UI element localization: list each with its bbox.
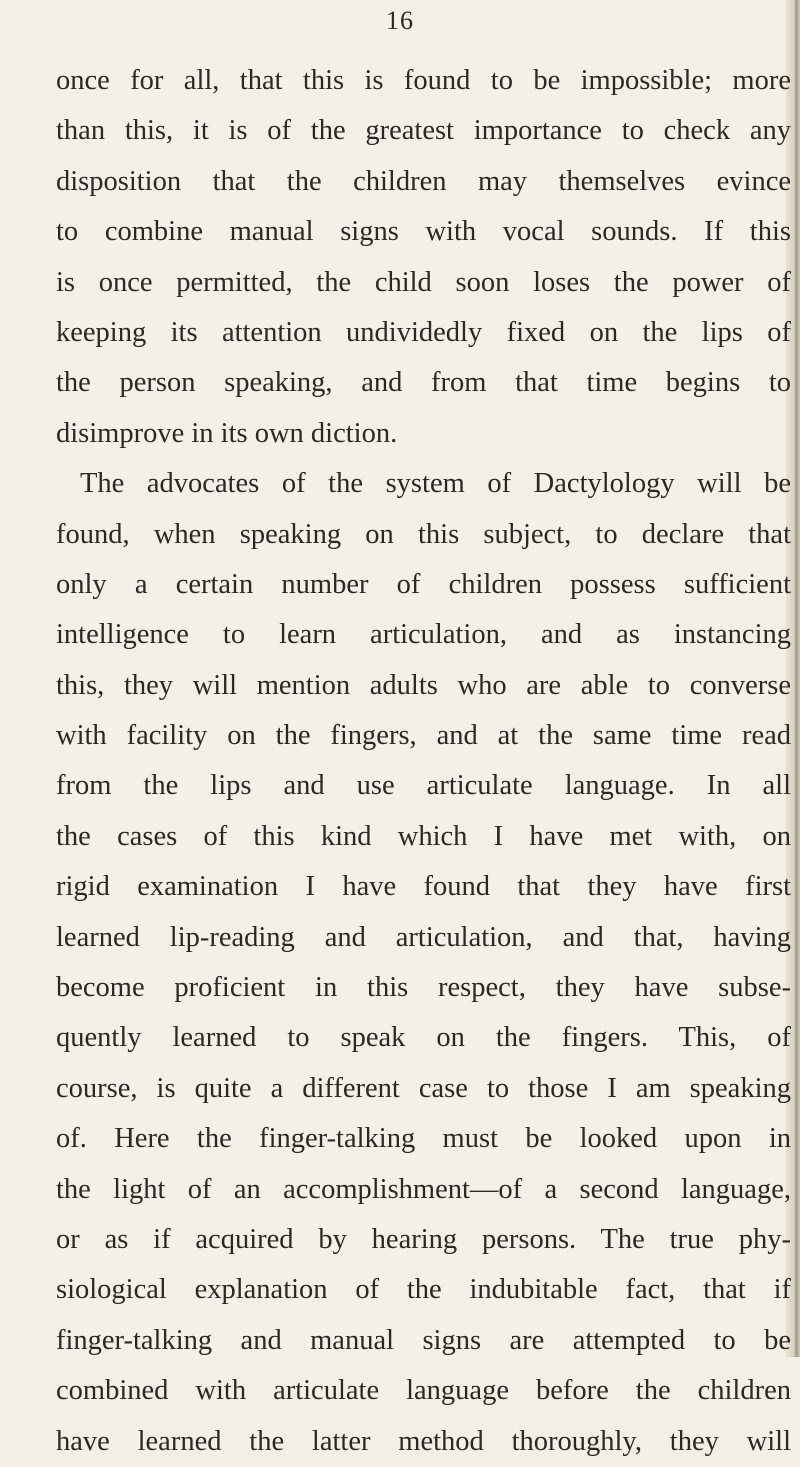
text-line: quently learned to speak on the fingers. This, of	[56, 1022, 791, 1054]
text-line: disposition that the children may themselves evince	[56, 165, 791, 197]
text-line: this, they will mention adults who are able to converse	[56, 669, 791, 701]
text-line: siological explanation of the indubitable fact, that if	[56, 1274, 791, 1306]
text-line: intelligence to learn articulation, and as instancing	[56, 619, 791, 651]
text-line: from the lips and use articulate language. In all	[56, 770, 791, 802]
text-line: only a certain number of children possess sufficient	[56, 568, 791, 600]
text-line: than this, it is of the greatest importance to check any	[56, 115, 791, 147]
text-line: disimprove in its own diction.	[56, 417, 398, 449]
text-line: combined with articulate language before the children	[56, 1375, 791, 1407]
text-line: finger-talking and manual signs are attempted to be	[56, 1324, 791, 1356]
text-line: become proficient in this respect, they have subse-	[56, 972, 791, 1004]
text-line: or as if acquired by hearing persons. The true phy-	[56, 1223, 791, 1255]
paragraph-start-line: The advocates of the system of Dactylology will be	[80, 468, 791, 500]
text-line: keeping its attention undividedly fixed on the lips of	[56, 316, 791, 348]
page-number: 16	[386, 6, 414, 35]
text-line: the light of an accomplishment—of a second language,	[56, 1173, 791, 1205]
text-line: have learned the latter method thoroughly, they will	[56, 1425, 791, 1457]
text-line: to combine manual signs with vocal sounds. If this	[56, 216, 791, 248]
text-line: once for all, that this is found to be impossible; more	[56, 65, 791, 96]
body-text	[56, 56, 791, 1467]
text-line: is once permitted, the child soon loses the power of	[56, 266, 791, 298]
text-line: the person speaking, and from that time begins to	[56, 367, 791, 399]
text-line: with facility on the fingers, and at the same time read	[56, 720, 791, 752]
text-line: rigid examination I have found that they have first	[56, 871, 791, 903]
text-line: found, when speaking on this subject, to declare that	[56, 518, 791, 550]
text-line: of. Here the finger-talking must be looked upon in	[56, 1123, 791, 1155]
text-line: the cases of this kind which I have met with, on	[56, 820, 791, 852]
text-line: learned lip-reading and articulation, and that, having	[56, 921, 791, 953]
text-line: course, is quite a different case to those I am speaking	[56, 1072, 791, 1104]
